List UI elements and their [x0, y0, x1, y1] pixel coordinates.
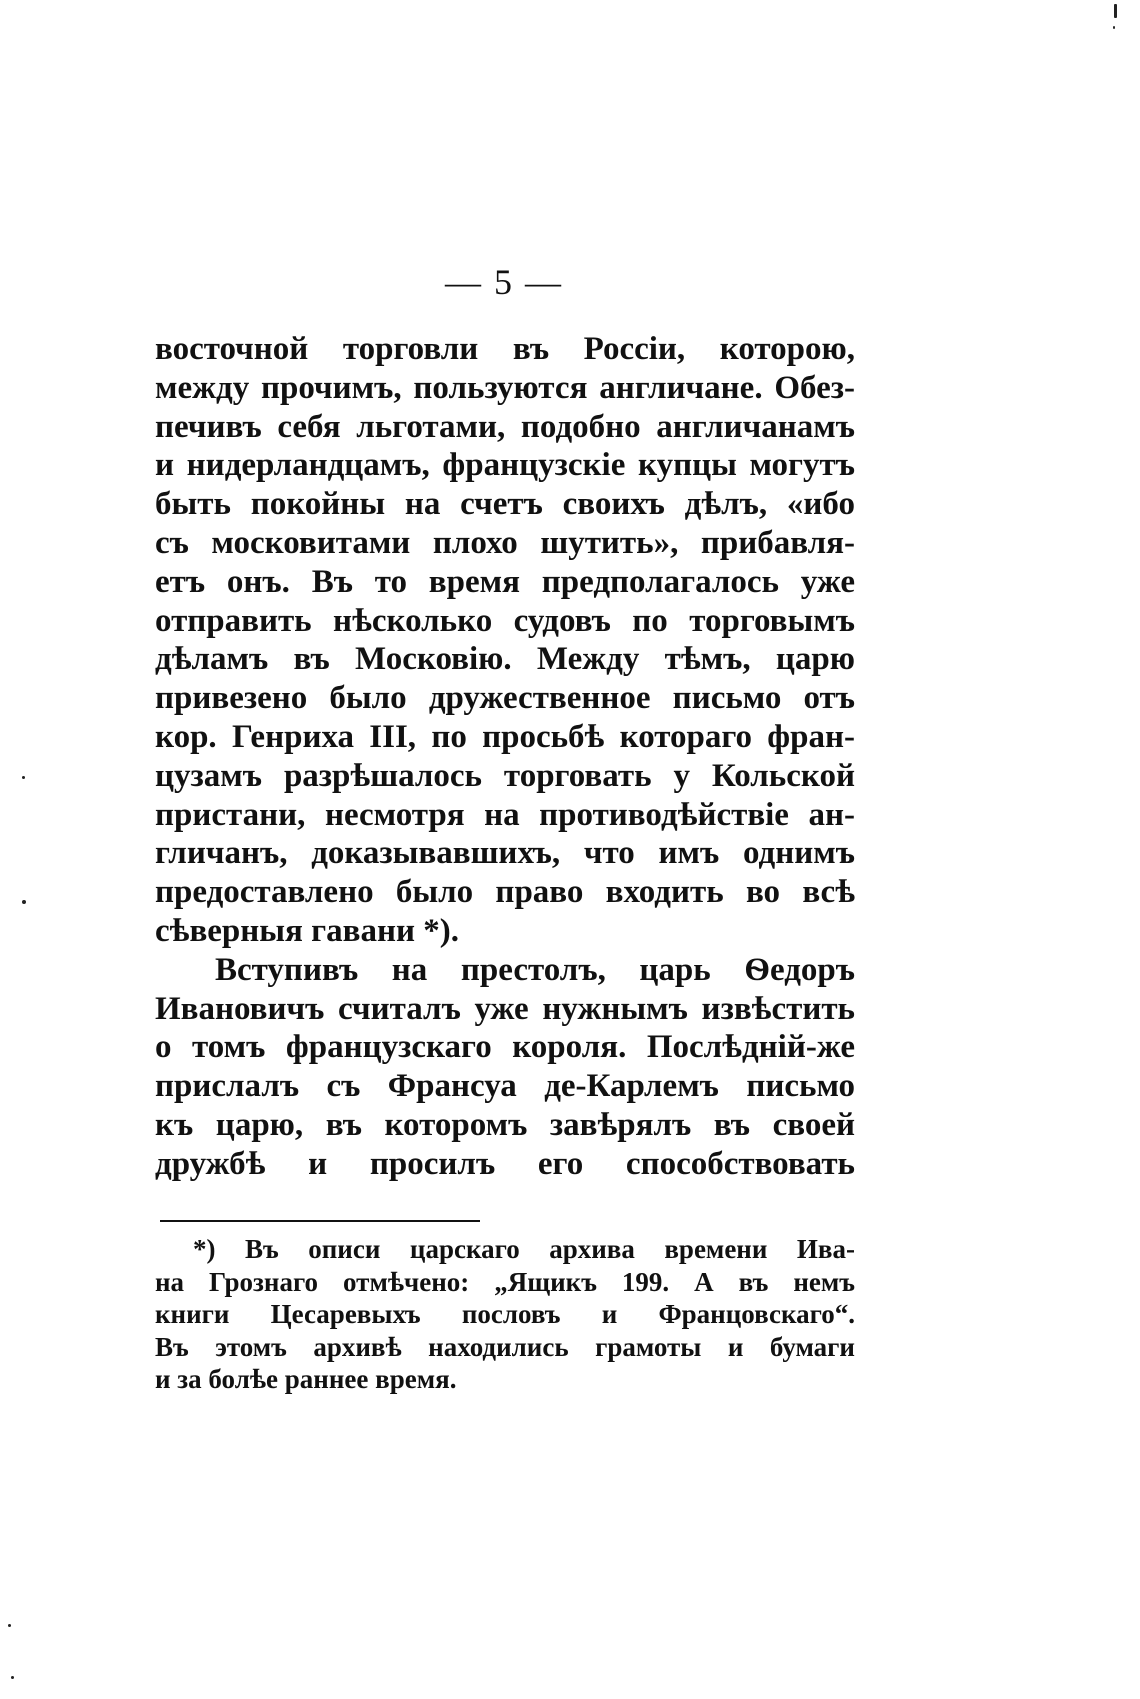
scan-speck: [8, 1624, 11, 1627]
scan-speck: [22, 776, 25, 779]
footnote-line: книги Цесаревыхъ пословъ и Францовскаго“.: [155, 1299, 855, 1329]
text-line: дружбѣ и просилъ его способствовать: [155, 1145, 855, 1182]
scan-speck: [22, 900, 26, 904]
text-line: съ московитами плохо шутить», прибавля-: [155, 524, 855, 561]
text-line: быть покойны на счетъ своихъ дѣлъ, «ибо: [155, 486, 855, 523]
text-line: къ царю, въ которомъ завѣрялъ въ своей: [155, 1106, 855, 1143]
footnote-line: Въ этомъ архивѣ находились грамоты и бумаги: [155, 1331, 855, 1362]
text-line: предоставлено было право входить во всѣ: [155, 874, 855, 911]
text-line: восточной торговли въ Россіи, которою,: [155, 331, 855, 367]
footnote-line: на Грознаго отмѣчено: „Ящикъ 199. А въ немъ: [155, 1266, 855, 1297]
text-line: привезено было дружественное письмо отъ: [155, 680, 855, 717]
scan-speck: [1113, 26, 1115, 29]
text-line: дѣламъ въ Московію. Между тѣмъ, царю: [155, 641, 855, 678]
text-line: прислалъ съ Франсуа де-Карлемъ письмо: [155, 1068, 855, 1105]
text-line: гличанъ, доказывавшихъ, что имъ однимъ: [155, 835, 855, 872]
text-line: между прочимъ, пользуются англичане. Обез-: [155, 369, 855, 406]
footnote-line: и за болѣе раннее время.: [155, 1364, 457, 1394]
body-text: [155, 330, 855, 1184]
text-line: пристани, несмотря на противодѣйствіе ан-: [155, 796, 855, 833]
paragraph-end-line: сѣверныя гавани *).: [155, 912, 459, 949]
text-line: печивъ себя льготами, подобно англичанамъ: [155, 408, 855, 445]
scan-speck: [11, 1676, 14, 1679]
text-line: цузамъ разрѣшалось торговать у Кольской: [155, 757, 855, 794]
footnote: [155, 1233, 855, 1396]
text-line: етъ онъ. Въ то время предполагалось уже: [155, 563, 855, 600]
text-line: отправить нѣсколько судовъ по торговымъ: [155, 602, 855, 639]
paragraph-start-line: Вступивъ на престолъ, царь Ѳедоръ: [215, 951, 855, 988]
text-line: о томъ французскаго короля. Послѣдній-же: [155, 1029, 855, 1066]
text-line: и нидерландцамъ, французскіе купцы могутъ: [155, 447, 855, 484]
page-number: — 5 —: [445, 262, 563, 302]
scan-speck: [1114, 4, 1117, 18]
footnote-divider: [160, 1220, 480, 1222]
text-line: Ивановичъ считалъ уже нужнымъ извѣстить: [155, 990, 855, 1027]
text-line: кор. Генриха III, по просьбѣ котораго фран-: [155, 718, 855, 755]
footnote-line: *) Въ описи царскаго архива времени Ива-: [193, 1234, 855, 1264]
